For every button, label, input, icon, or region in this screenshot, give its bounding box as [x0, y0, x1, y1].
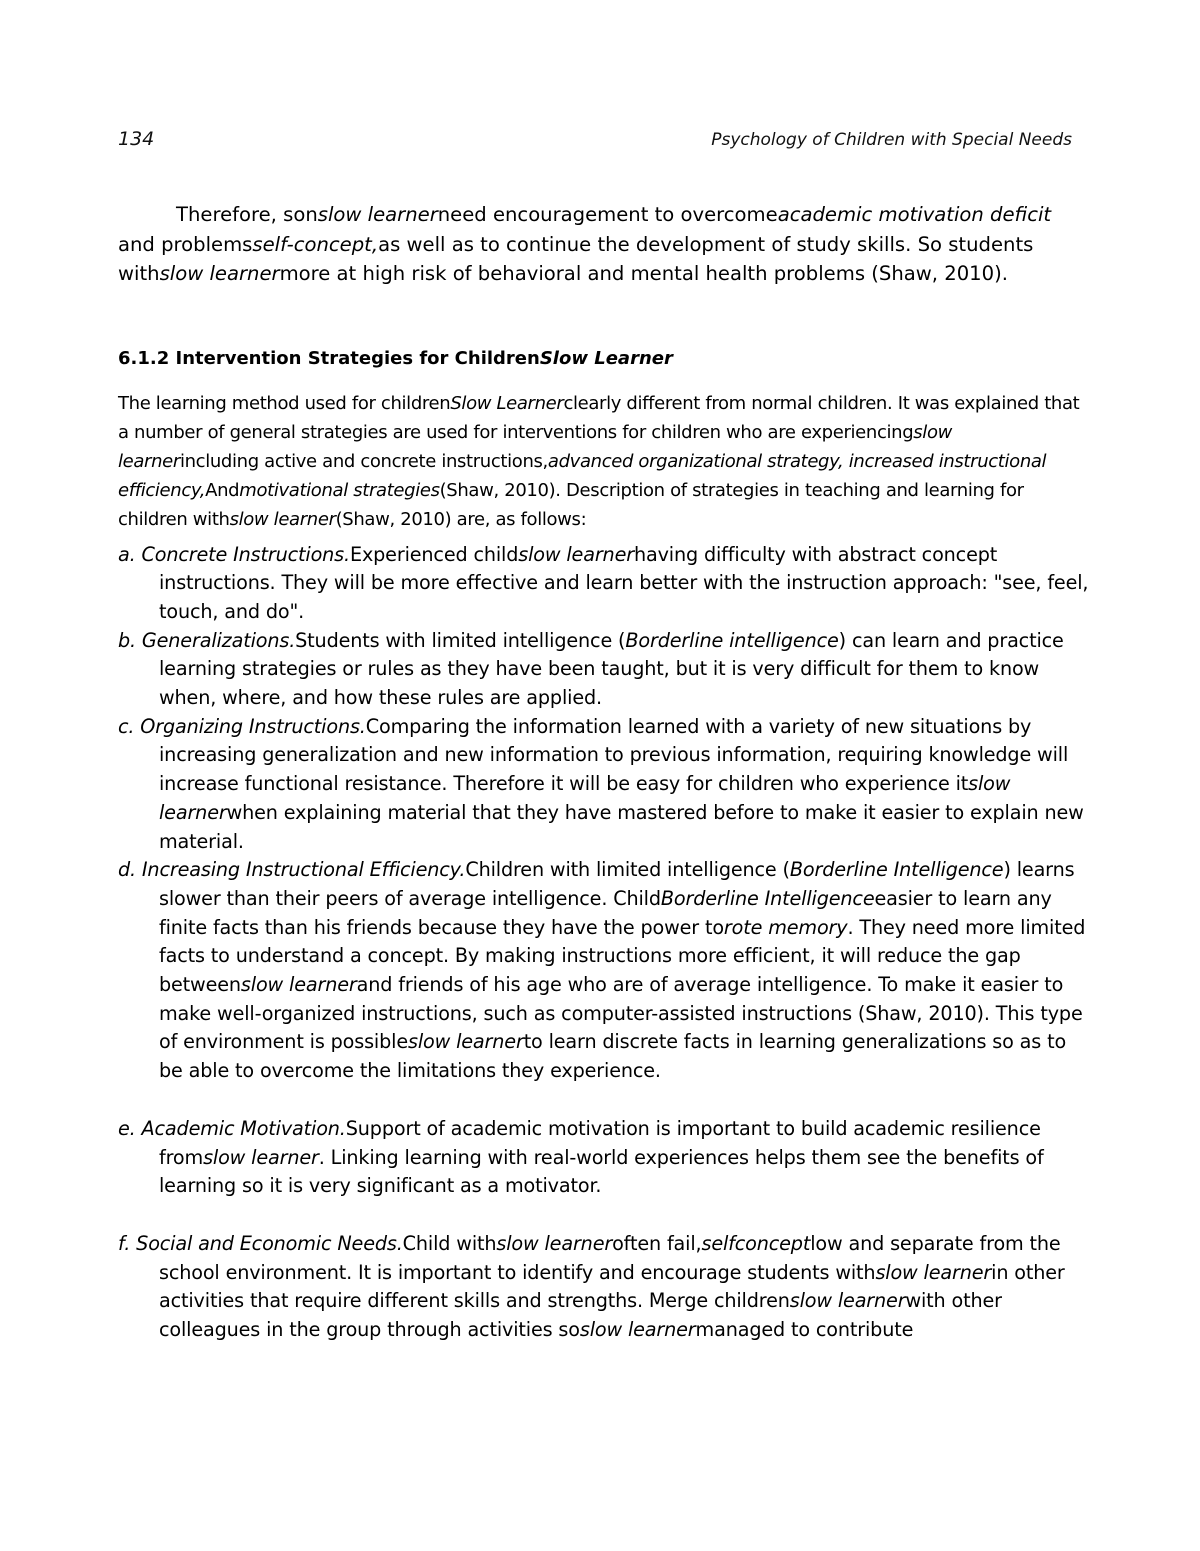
text-run: ) learns slower than their peers of average intelligence. Child	[159, 858, 1075, 910]
text-run: clearly different from normal children. It was explained that a number of general strategies are used for interventions for children who are experiencing	[118, 392, 1080, 443]
italic-run: Borderline Intelligence	[789, 858, 1004, 882]
text-run: and problems	[118, 232, 253, 256]
heading-text: 6.1.2 Intervention Strategies for Children	[118, 347, 540, 369]
text-run: as well as to continue the development of study skills. So students with	[118, 232, 1034, 285]
text-run: having difficulty with abstract concept instructions. They will be more effective and learn better with the instruction approach: "see, feel, touch, and do".	[159, 542, 1089, 623]
italic-run: slow learner	[496, 1231, 613, 1255]
text-run: managed to contribute	[695, 1318, 914, 1342]
page-number: 134	[118, 128, 155, 150]
text-run: Support of academic motivation is important to build academic resilience from	[159, 1116, 1041, 1169]
intro-paragraph	[118, 200, 1094, 289]
item-label: d. Increasing Instructional Efficiency.	[118, 858, 466, 882]
item-label: b. Generalizations.	[118, 628, 296, 652]
page-content	[118, 200, 1094, 1345]
italic-run: advanced organizational strategy, increased instructional efficiency,	[118, 450, 1047, 501]
list-item-academic-motivation	[118, 1115, 1094, 1201]
italic-run: slow learner	[518, 542, 634, 566]
italic-run: slow learner	[159, 772, 1011, 824]
text-run: need encouragement to overcome	[437, 203, 778, 226]
list-item-social-economic-needs	[118, 1230, 1094, 1345]
text-run: . They need more limited facts to understand a concept. By making instructions more efficient, it will reduce the gap between	[159, 915, 1086, 997]
text-run: easier to learn any finite facts than his friends because they have the power to	[159, 886, 1052, 939]
text-run: ) can learn and practice learning strategies or rules as they have been taught, but it is very difficult for them to know when, where, and how these rules are applied.	[159, 628, 1064, 710]
section-heading	[118, 345, 1094, 373]
italic-run: Slow Learner	[450, 392, 564, 414]
text-run: to learn discrete facts in learning generalizations so as to be able to overcome the limitations they experience.	[159, 1030, 1067, 1083]
text-run: . Linking learning with real-world experiences helps them see the benefits of learning so it is very significant as a motivator.	[159, 1145, 1044, 1198]
text-run: in other activities that require different skills and strengths. Merge children	[159, 1260, 1065, 1313]
italic-run: selfconcept	[701, 1231, 811, 1255]
text-run: Experienced child	[349, 542, 519, 566]
text-run: including active and concrete instructions,	[179, 450, 548, 472]
italic-run: rote memory	[723, 915, 848, 939]
italic-run: motivational strategies	[239, 479, 440, 501]
text-run: (Shaw, 2010). Description of strategies in teaching and learning for children with	[118, 479, 1024, 530]
item-label: c. Organizing Instructions.	[118, 714, 366, 738]
strategy-list	[118, 541, 1094, 1345]
italic-run: slow learner	[118, 421, 952, 472]
item-label: a. Concrete Instructions.	[118, 542, 350, 566]
text-run: The learning method used for children	[118, 392, 451, 414]
text-run: Children with limited intelligence (	[465, 858, 790, 882]
heading-italic: Slow Learner	[539, 347, 673, 369]
text-run: Comparing the information learned with a variety of new situations by increasing generalization and new information to previous information, requiring knowledge will increase functional resistance. Therefore it will be easy for children who experience it	[159, 714, 1069, 796]
italic-run: slow learner	[407, 1030, 524, 1054]
italic-run: slow learner	[159, 262, 280, 285]
text-run: (Shaw, 2010) are, as follows:	[335, 508, 587, 530]
text-run: when explaining material that they have mastered before to make it easier to explain new material.	[159, 800, 1084, 853]
item-label: e. Academic Motivation.	[118, 1116, 346, 1140]
section-paragraph	[118, 389, 1094, 534]
italic-run: academic motivation deficit	[777, 203, 1052, 226]
text-run: And	[205, 479, 240, 501]
italic-run: slow learner	[789, 1289, 906, 1313]
list-item-instructional-efficiency	[118, 856, 1094, 1086]
running-title: Psychology of Children with Special Needs	[711, 130, 1072, 150]
text-run: Child with	[402, 1231, 497, 1255]
italic-run: slow learner	[579, 1318, 696, 1342]
italic-run: Borderline intelligence	[625, 628, 839, 652]
page-header	[118, 128, 1072, 150]
italic-run: slow learner	[229, 508, 336, 530]
item-label: f. Social and Economic Needs.	[118, 1231, 403, 1255]
italic-run: slow learner	[317, 203, 438, 226]
text-run: more at high risk of behavioral and mental health problems (Shaw, 2010).	[279, 262, 1008, 285]
italic-run: slow learner	[240, 973, 357, 997]
text-run: often fail,	[612, 1231, 702, 1255]
text-run: Therefore, son	[176, 203, 318, 226]
list-item-organizing-instructions	[118, 713, 1094, 857]
list-item-concrete-instructions	[118, 541, 1094, 627]
list-item-generalizations	[118, 627, 1094, 713]
text-run: low and separate from the school environment. It is important to identify and encourage students with	[159, 1231, 1061, 1284]
text-run: and friends of his age who are of average intelligence. To make it easier to make well-organized instructions, such as computer-assisted instructions (Shaw, 2010). This type of environment is possible	[159, 973, 1083, 1054]
text-run: with other colleagues in the group through activities so	[159, 1289, 1002, 1342]
italic-run: Borderline Intelligence	[660, 886, 875, 910]
italic-run: slow learner	[875, 1260, 992, 1284]
italic-run: slow learner	[203, 1145, 319, 1169]
text-run: Students with limited intelligence (	[295, 628, 626, 652]
italic-run: self-concept,	[252, 232, 379, 256]
